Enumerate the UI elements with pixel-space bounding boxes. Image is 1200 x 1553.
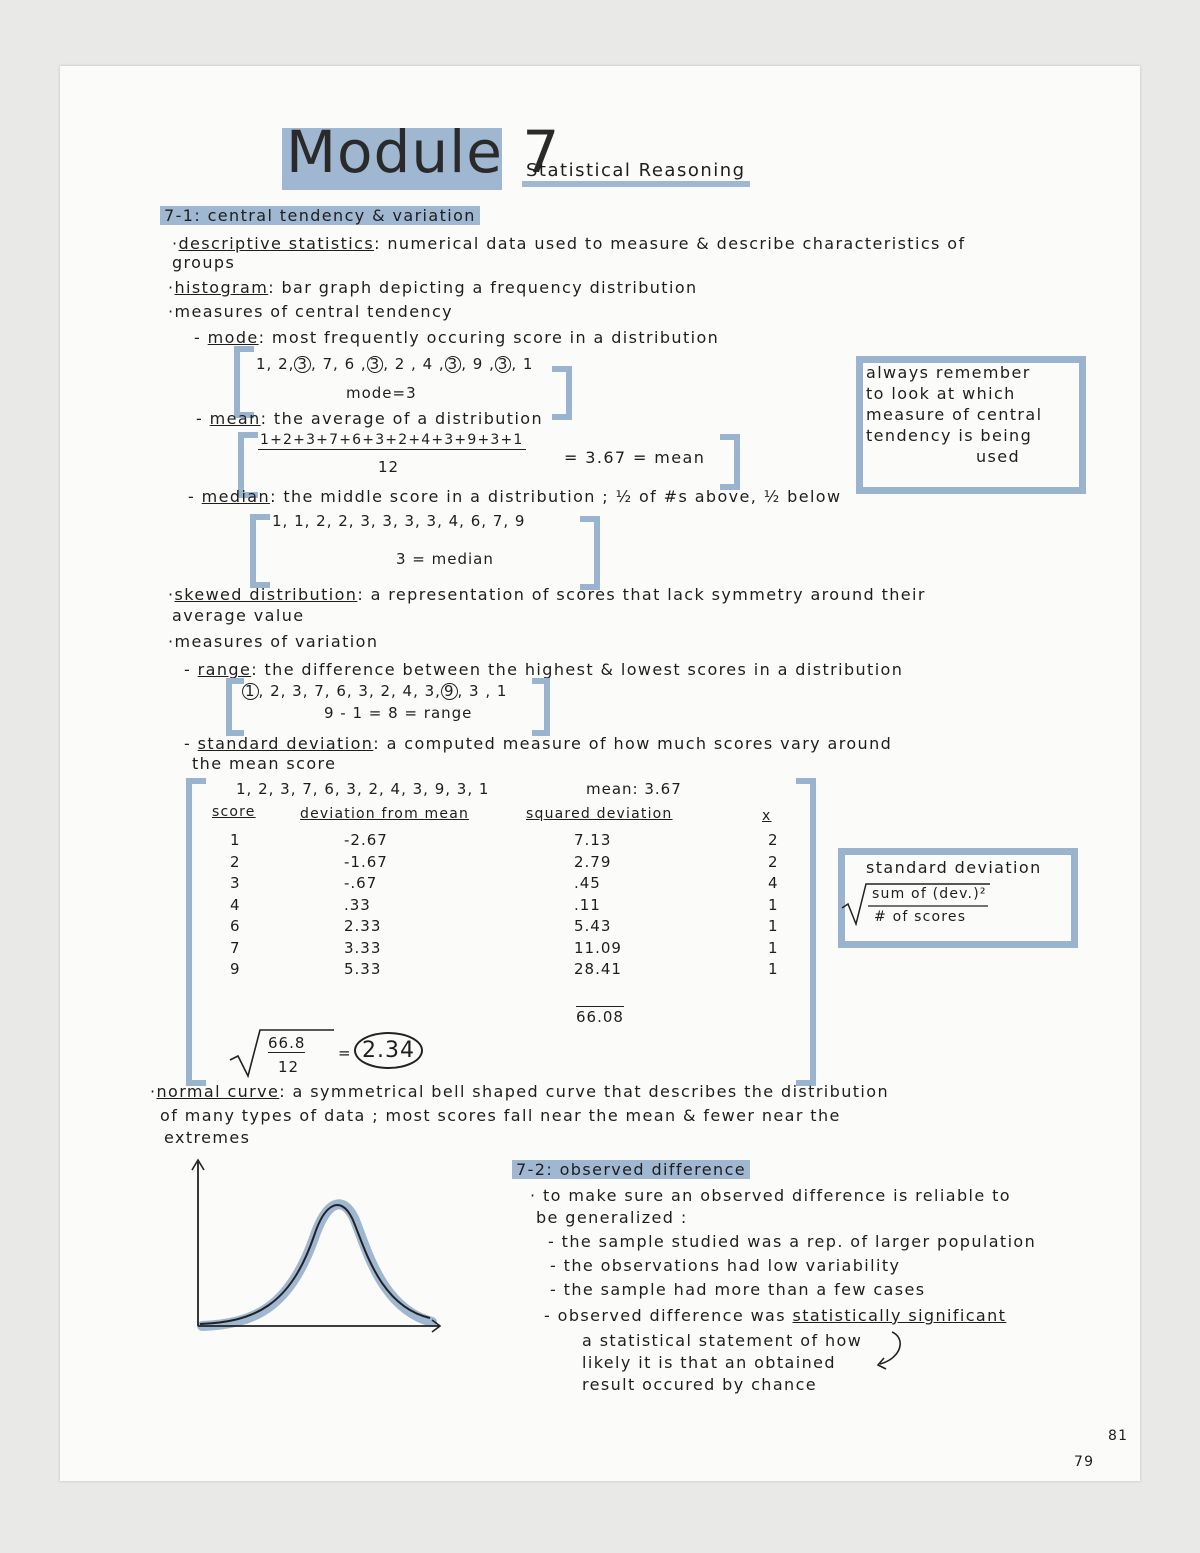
sd-bracket-left [186,778,206,1086]
table-header-score: score [212,804,256,820]
table-count-cell: 1 [768,938,779,957]
term-statistically-significant: statistically significant [792,1306,1007,1325]
table-header-x: x [762,808,772,824]
sd-continued: the mean score [192,754,337,773]
sd-mean: mean: 3.67 [586,780,682,798]
sd-formula-title: standard deviation [866,858,1042,877]
score-column [230,830,241,981]
page-number-79: 79 [1074,1454,1095,1470]
descriptive-continued: groups [172,253,236,272]
table-deviation-cell: 2.33 [344,917,382,935]
table-score-cell: 6 [230,917,241,935]
page-number-81: 81 [1108,1428,1129,1444]
table-header-deviation: deviation from mean [300,806,470,822]
table-header-squared: squared deviation [526,806,673,822]
observed-bullet-3: - the sample had more than a few cases [550,1280,926,1299]
squared-column [574,830,622,981]
table-squared-cell: .45 [574,874,601,892]
mode-example: 1, 2, 3 , 7, 6 , 3 , 2 , 4 , 3 , 9 , 3 , 1 [256,355,534,373]
mean-numerator: 1+2+3+7+6+3+2+4+3+9+3+1 [260,432,524,448]
section-heading-7-1: 7-1: central tendency & variation [160,206,480,225]
table-score-cell: 2 [230,852,241,871]
descriptive-statistics-line: ·descriptive statistics: numerical data used to measure & describe characteristics of [172,234,966,253]
sd-series: 1, 2, 3, 7, 6, 3, 2, 4, 3, 9, 3, 1 [236,780,490,798]
mean-denominator: 12 [378,458,400,476]
range-example: 1 , 2, 3, 7, 6, 3, 2, 4, 3, 9 , 3 , 1 [242,682,507,700]
skewed-curve-sketch [184,1158,444,1334]
sd-formula-denominator: # of scores [874,909,967,925]
table-score-cell: 1 [230,831,241,849]
squared-total: 66.08 [576,1008,624,1026]
sqrt-denominator: 12 [278,1058,300,1076]
median-result: 3 = median [396,550,494,568]
mode-bracket-right [552,366,572,420]
sd-line: - standard deviation: a computed measure of how much scores vary around [184,734,893,753]
term-descriptive: descriptive statistics [178,234,375,253]
table-count-cell: 2 [768,831,779,849]
observed-bullet-2: - the observations had low variability [550,1256,901,1275]
count-column [768,830,779,981]
median-bracket-left [250,514,270,588]
histogram-line: ·histogram: bar graph depicting a frequency distribution [168,278,698,297]
term-normal-curve: normal curve [156,1082,280,1101]
term-range: range [197,660,252,679]
table-deviation-cell: -1.67 [344,852,388,871]
median-bracket-right [580,516,600,590]
term-mean: mean [209,409,261,428]
table-deviation-cell: -.67 [344,874,378,892]
deviation-column [344,830,388,981]
mean-line: - mean: the average of a distribution [196,409,544,428]
page-title: Module 7 [286,118,561,186]
subtitle: Statistical Reasoning [522,160,750,187]
table-score-cell: 3 [230,874,241,892]
table-count-cell: 1 [768,895,779,914]
median-example: 1, 1, 2, 2, 3, 3, 3, 3, 4, 6, 7, 9 [272,512,526,530]
table-deviation-cell: -2.67 [344,831,388,849]
table-score-cell: 7 [230,938,241,957]
skewed-line: ·skewed distribution: a representation of scores that lack symmetry around their [168,585,926,604]
sd-bracket-right [796,778,816,1086]
observed-bullet-1: - the sample studied was a rep. of larger population [548,1232,1037,1251]
notebook-page [60,66,1140,1481]
table-squared-cell: 28.41 [574,960,622,978]
table-squared-cell: 5.43 [574,917,612,935]
range-line: - range: the difference between the highest & lowest scores in a distribution [184,660,904,679]
table-count-cell: 2 [768,852,779,871]
table-deviation-cell: .33 [344,895,371,914]
table-count-cell: 1 [768,917,779,935]
table-score-cell: 9 [230,960,241,978]
normal-curve-continued: of many types of data ; most scores fall near the mean & fewer near the [160,1106,841,1125]
term-standard-deviation: standard deviation [197,734,374,753]
observed-bullet-4: - observed difference was statistically significant [544,1306,1007,1325]
table-score-cell: 4 [230,895,241,914]
term-skewed: skewed distribution [174,585,358,604]
observed-line-1: · to make sure an observed difference is reliable to [530,1186,1011,1205]
normal-curve-line: ·normal curve: a symmetrical bell shaped curve that describes the distribution [150,1082,889,1101]
mode-line: - mode: most frequently occuring score in a distribution [194,328,720,347]
term-histogram: histogram [174,278,269,297]
sd-formula-numerator: sum of (dev.)² [872,886,987,902]
table-deviation-cell: 5.33 [344,960,382,978]
sqrt-numerator: 66.8 [268,1034,306,1052]
term-median: median [201,487,271,506]
observed-line-2: be generalized : [536,1208,688,1227]
range-bracket-right [532,678,550,736]
measures-central-heading: ·measures of central tendency [168,302,454,321]
reminder-note-text: always remember to look at which measure of central tendency is being used [866,363,1043,466]
table-deviation-cell: 3.33 [344,938,382,957]
significance-def: a statistical statement of how likely it is that an obtained result occured by chance [582,1331,863,1394]
table-squared-cell: 2.79 [574,852,612,871]
mode-bracket-left [234,346,254,418]
section-heading-7-2: 7-2: observed difference [512,1160,750,1179]
range-result: 9 - 1 = 8 = range [324,704,473,722]
mode-result: mode=3 [346,384,417,402]
term-mode: mode [207,328,259,347]
measures-variation-heading: ·measures of variation [168,632,379,651]
table-squared-cell: .11 [574,895,601,914]
median-line: - median: the middle score in a distribution ; ½ of #s above, ½ below [188,487,842,506]
table-count-cell: 1 [768,960,779,978]
table-count-cell: 4 [768,874,779,892]
table-squared-cell: 7.13 [574,831,612,849]
table-squared-cell: 11.09 [574,938,622,957]
equals-sign: = [338,1044,352,1062]
mean-result: = 3.67 = mean [564,448,706,467]
normal-curve-continued-2: extremes [164,1128,251,1147]
skewed-continued: average value [172,606,305,625]
sd-answer: 2.34 [354,1032,423,1069]
mean-bracket-right [720,434,740,490]
curved-arrow-icon [866,1328,910,1374]
